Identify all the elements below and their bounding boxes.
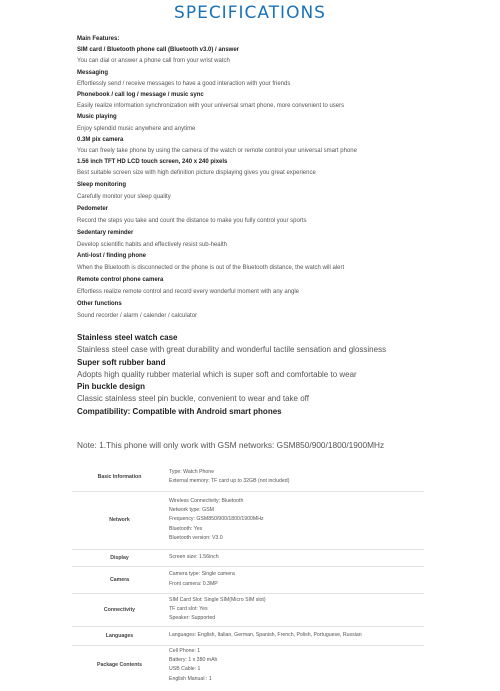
spec-value: Frequency: GSM850/900/1800/1900MHz — [169, 516, 264, 523]
spec-label: Connectivity — [72, 593, 167, 626]
spec-values — [167, 626, 424, 645]
spec-table — [72, 464, 424, 685]
material-description: Classic stainless steel pin buckle, convenient to wear and take off — [77, 394, 309, 404]
feature-title: SIM card / Bluetooth phone call (Bluetooth v3.0) / answer — [77, 47, 240, 54]
spec-values — [167, 566, 424, 593]
spec-value: USB Cable: 1 — [169, 666, 201, 673]
function-title: Other functions — [77, 301, 122, 308]
material-title: Super soft rubber band — [77, 357, 166, 367]
spec-value: Network type: GSM — [169, 507, 214, 514]
spec-value: Battery: 1 x 380 mAh — [169, 656, 218, 663]
material-title: Stainless steel watch case — [77, 333, 178, 342]
spec-value: Wireless Connectivity: Bluetooth — [169, 497, 244, 504]
function-description: Develop scientific habits and effectively resist sub-health — [77, 241, 227, 248]
spec-values — [167, 593, 424, 626]
feature-description: Enjoy splendid music anywhere and anytime — [77, 125, 196, 132]
spec-values — [167, 645, 424, 685]
function-title: Sleep monitoring — [77, 182, 127, 188]
spec-label: Display — [72, 549, 167, 566]
spec-value: Bluetooth version: V3.0 — [169, 534, 223, 541]
spec-value: TF card slot: Yes — [169, 605, 208, 612]
spec-value: Languages: English, Italian, German, Spanish, French, Polish, Portuguese, Russian — [169, 631, 362, 638]
material-title: Pin buckle design — [77, 382, 146, 392]
network-note: Note: 1.This phone will only work with GSM networks: GSM850/900/1800/1900MHz — [77, 440, 385, 450]
spec-value: Cell Phone: 1 — [169, 647, 201, 654]
spec-label: Basic Information — [97, 474, 142, 481]
spec-label: Camera — [72, 566, 167, 593]
table-row — [72, 566, 424, 593]
spec-label: Package Contents — [72, 645, 167, 685]
function-description: Sound recorder / alarm / calender / calculator — [77, 312, 198, 319]
functions-section — [77, 180, 497, 323]
function-title: Anti-lost / finding phone — [77, 253, 146, 260]
table-row — [72, 464, 424, 491]
spec-value: English Manual : 1 — [169, 675, 212, 682]
material-description: Stainless steel case with great durability and wonderful tactile sensation and glossiness — [77, 345, 387, 355]
feature-description: Best suitable screen size with high definition picture displaying gives you great experience — [77, 170, 316, 177]
feature-description: You can freely take phone by using the camera of the watch or remote control your universal smart phone — [77, 148, 357, 155]
function-description: Effortless realize remote control and record every wonderful moment with any angle — [77, 289, 299, 296]
main-features-heading: Main Features: — [77, 36, 120, 42]
feature-title: 1.56 inch TFT HD LCD touch screen, 240 x 240 pixels — [77, 159, 228, 166]
table-row — [72, 491, 424, 549]
table-row — [72, 645, 424, 685]
spec-value: Type: Watch Phone — [169, 468, 215, 475]
feature-title: 0.3M pix camera — [77, 136, 124, 143]
spec-value: Speaker: Supported — [169, 615, 216, 622]
compatibility-line: Compatibility: Compatible with Android smart phones — [77, 406, 282, 416]
function-title: Sedentary reminder — [77, 229, 134, 236]
function-title: Remote control phone camera — [77, 277, 164, 284]
page-title: SPECIFICATIONS — [174, 3, 326, 23]
main-features-section — [77, 34, 497, 180]
table-row — [72, 549, 424, 566]
material-description: Adopts high quality rubber material which is super soft and comfortable to wear — [77, 369, 357, 379]
spec-label: Languages — [72, 626, 167, 645]
spec-values — [167, 464, 424, 491]
function-title: Pedometer — [77, 205, 109, 212]
feature-title: Phonebook / call log / message / music sync — [77, 92, 204, 99]
function-description: Record the steps you take and count the distance to make you fully control your sports — [77, 217, 307, 224]
spec-values — [167, 491, 424, 549]
function-description: Carefully monitor your sleep quality — [77, 193, 171, 200]
spec-value: Bluetooth: Yes — [169, 525, 203, 532]
spec-value: Front camera: 0.3MP — [169, 580, 218, 587]
feature-description: Effortlessly send / receive messages to have a good interaction with your friends — [77, 80, 291, 87]
table-row — [72, 626, 424, 645]
spec-value: Screen size: 1.56inch — [169, 553, 219, 560]
spec-values — [167, 549, 424, 566]
materials-section — [77, 332, 497, 418]
feature-title: Music playing — [77, 114, 117, 121]
spec-value: SIM Card Slot: Single SIM(Micro SIM slot) — [169, 596, 266, 603]
function-description: When the Bluetooth is disconnected or the phone is out of the Bluetooth distance, the watch will alert — [77, 265, 345, 272]
feature-title: Messaging — [77, 69, 109, 76]
feature-description: You can dial or answer a phone call from your wrist watch — [77, 58, 230, 65]
spec-value: Camera type: Single camera — [169, 571, 235, 578]
feature-description: Easily realize information synchronization with your universal smart phone, more convenient to users — [77, 103, 345, 110]
spec-label: Network — [72, 491, 167, 549]
table-row — [72, 593, 424, 626]
spec-value: External memory: TF card up to 32GB (not included) — [169, 478, 290, 485]
